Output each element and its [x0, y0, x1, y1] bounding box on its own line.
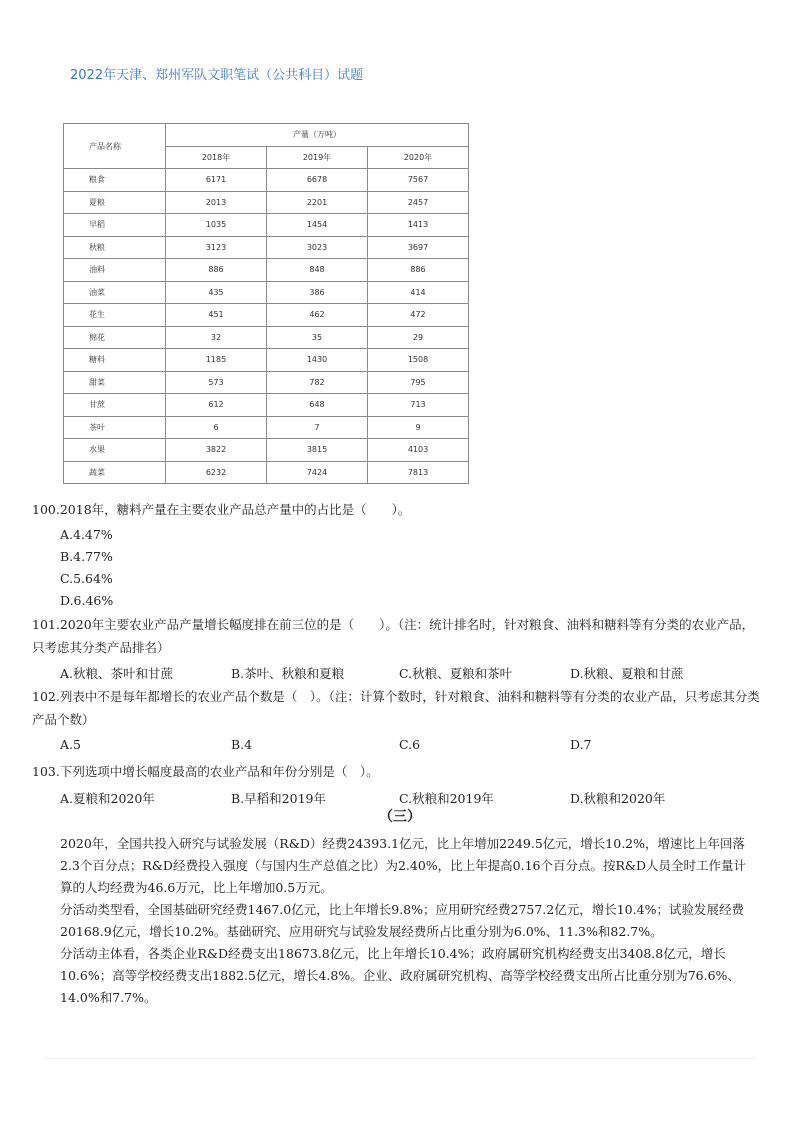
output-value-cell: 1508 [368, 349, 469, 372]
output-value-cell: 1185 [166, 349, 267, 372]
output-value-cell: 648 [267, 394, 368, 417]
product-name-cell: 糖料 [64, 349, 166, 372]
product-name-cell: 茶叶 [64, 416, 166, 439]
section-three-body [60, 833, 748, 1009]
product-name-cell: 秋粮 [64, 236, 166, 259]
question-101-option-b[interactable]: B.茶叶、秋粮和夏粮 [231, 666, 345, 681]
question-100-option-d[interactable]: D.6.46% [60, 593, 114, 608]
year-header: 2019年 [267, 146, 368, 169]
table-row [64, 259, 469, 282]
table-row [64, 394, 469, 417]
product-name-cell: 甜菜 [64, 371, 166, 394]
output-value-cell: 7567 [368, 169, 469, 192]
table-row [64, 304, 469, 327]
output-value-cell: 6232 [166, 461, 267, 484]
product-name-cell: 棉花 [64, 326, 166, 349]
table-row [64, 439, 469, 462]
question-101-option-d[interactable]: D.秋粮、夏粮和甘蔗 [570, 666, 684, 681]
output-value-cell: 573 [166, 371, 267, 394]
question-100-stem: 100.2018年，糖料产量在主要农业产品总产量中的占比是（ ）。 [32, 502, 411, 517]
question-103-option-d[interactable]: D.秋粮和2020年 [570, 791, 666, 806]
output-value-cell: 4103 [368, 439, 469, 462]
product-name-cell: 早稻 [64, 214, 166, 237]
table-header-row [64, 124, 469, 147]
product-name-cell: 油菜 [64, 281, 166, 304]
output-value-cell: 35 [267, 326, 368, 349]
table-row [64, 416, 469, 439]
output-value-cell: 451 [166, 304, 267, 327]
output-value-cell: 462 [267, 304, 368, 327]
question-101-stem: 101.2020年主要农业产品产量增长幅度排在前三位的是（ ）。（注：统计排名时，针对粮食、油料和糖料等有分类的农业产品，只考虑其分类产品排名） [32, 617, 755, 655]
product-name-cell: 粮食 [64, 169, 166, 192]
table-row [64, 236, 469, 259]
question-103-stem: 103.下列选项中增长幅度最高的农业产品和年份分别是（ ）。 [32, 764, 379, 779]
product-name-cell: 花生 [64, 304, 166, 327]
output-value-cell: 6 [166, 416, 267, 439]
question-102-option-d[interactable]: D.7 [570, 737, 592, 752]
output-value-cell: 3822 [166, 439, 267, 462]
output-value-cell: 435 [166, 281, 267, 304]
output-value-cell: 29 [368, 326, 469, 349]
output-value-cell: 6678 [267, 169, 368, 192]
table-row [64, 349, 469, 372]
table-row [64, 214, 469, 237]
year-header: 2020年 [368, 146, 469, 169]
paragraph-activity-subject: 分活动主体看，各类企业R&D经费支出18673.8亿元，比上年增长10.4%；政府属研究机构经费支出3408.8亿元，增长10.6%；高等学校经费支出1882.5亿元，增长4.8%。企业、政府属研究机构、高等学校经费支出所占比重分别为76.6%、14.0%和7.7%。 [60, 946, 740, 1005]
document-title: 2022年天津、郑州军队文职笔试（公共科目）试题 [70, 68, 364, 83]
output-group-header: 产量（万吨） [166, 124, 469, 147]
output-value-cell: 32 [166, 326, 267, 349]
production-table [63, 123, 469, 484]
table-row [64, 169, 469, 192]
year-header: 2018年 [166, 146, 267, 169]
product-name-header: 产品名称 [64, 124, 166, 169]
output-value-cell: 886 [166, 259, 267, 282]
paragraph-rd-overview: 2020年，全国共投入研究与试验发展（R&D）经费24393.1亿元，比上年增加2249.5亿元，增长10.2%，增速比上年回落2.3个百分点；R&D经费投入强度（与国内生产总值之比）为2.40%，比上年提高0.16个百分点。按R&D人员全时工作量计算的人均经费为46.6万元，比上年增加0.5万元。 [60, 836, 747, 895]
output-value-cell: 414 [368, 281, 469, 304]
output-value-cell: 3815 [267, 439, 368, 462]
output-value-cell: 2201 [267, 191, 368, 214]
question-101-option-a[interactable]: A.秋粮、茶叶和甘蔗 [60, 666, 174, 681]
question-103-option-c[interactable]: C.秋粮和2019年 [399, 791, 494, 806]
question-102-option-c[interactable]: C.6 [399, 737, 421, 752]
section-three-title: （三） [379, 809, 421, 825]
output-value-cell: 472 [368, 304, 469, 327]
output-value-cell: 1413 [368, 214, 469, 237]
question-100-option-c[interactable]: C.5.64% [60, 571, 113, 586]
table-row [64, 461, 469, 484]
output-value-cell: 7813 [368, 461, 469, 484]
output-value-cell: 2457 [368, 191, 469, 214]
output-value-cell: 9 [368, 416, 469, 439]
question-101-option-c[interactable]: C.秋粮、夏粮和茶叶 [399, 666, 513, 681]
output-value-cell: 782 [267, 371, 368, 394]
question-100-option-a[interactable]: A.4.47% [60, 527, 113, 542]
output-value-cell: 3697 [368, 236, 469, 259]
table-row [64, 281, 469, 304]
output-value-cell: 386 [267, 281, 368, 304]
table-row [64, 371, 469, 394]
output-value-cell: 848 [267, 259, 368, 282]
output-value-cell: 6171 [166, 169, 267, 192]
product-name-cell: 甘蔗 [64, 394, 166, 417]
output-value-cell: 1454 [267, 214, 368, 237]
page-divider [44, 1058, 756, 1059]
output-value-cell: 7 [267, 416, 368, 439]
output-value-cell: 2013 [166, 191, 267, 214]
output-value-cell: 612 [166, 394, 267, 417]
question-102-option-b[interactable]: B.4 [231, 737, 253, 752]
product-name-cell: 水果 [64, 439, 166, 462]
question-103-option-a[interactable]: A.夏粮和2020年 [60, 791, 155, 806]
output-value-cell: 1035 [166, 214, 267, 237]
table-row [64, 326, 469, 349]
output-value-cell: 7424 [267, 461, 368, 484]
product-name-cell: 蔬菜 [64, 461, 166, 484]
output-value-cell: 3123 [166, 236, 267, 259]
product-name-cell: 夏粮 [64, 191, 166, 214]
paragraph-activity-type: 分活动类型看，全国基础研究经费1467.0亿元，比上年增长9.8%；应用研究经费2757.2亿元，增长10.4%；试验发展经费20168.9亿元，增长10.2%。基础研究、应用研究与试验发展经费所占比重分别为6.0%、11.3%和82.7%。 [60, 902, 744, 939]
output-value-cell: 1430 [267, 349, 368, 372]
product-name-cell: 油料 [64, 259, 166, 282]
output-value-cell: 3023 [267, 236, 368, 259]
output-value-cell: 795 [368, 371, 469, 394]
question-103-option-b[interactable]: B.早稻和2019年 [231, 791, 326, 806]
output-value-cell: 713 [368, 394, 469, 417]
output-value-cell: 886 [368, 259, 469, 282]
question-102-stem: 102.列表中不是每年都增长的农业产品个数是（ ）。（注：计算个数时，针对粮食、油料和糖料等有分类的农业产品，只考虑其分类产品个数） [32, 689, 760, 727]
table-row [64, 191, 469, 214]
question-102-option-a[interactable]: A.5 [60, 737, 81, 752]
question-100-option-b[interactable]: B.4.77% [60, 549, 113, 564]
